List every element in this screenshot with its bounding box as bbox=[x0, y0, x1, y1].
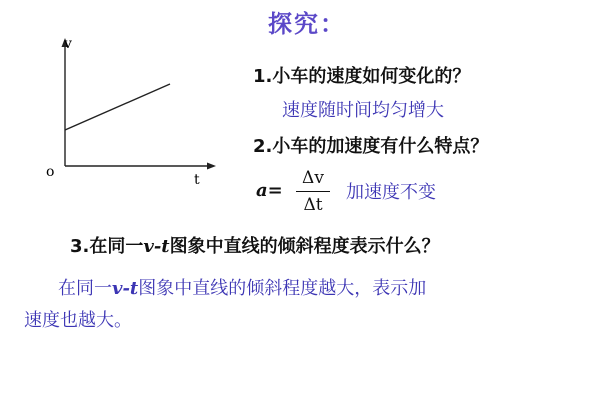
slide-title: 探究： bbox=[268, 10, 346, 38]
x-axis-arrow bbox=[207, 163, 216, 170]
x-axis-label: t bbox=[194, 172, 200, 184]
vt-graph bbox=[40, 34, 220, 184]
answer-2: 加速度不变 bbox=[346, 182, 436, 203]
formula-denominator: Δt bbox=[303, 195, 323, 215]
question-2: 2.小车的加速度有什么特点？ bbox=[253, 136, 489, 157]
formula-equals: = bbox=[267, 180, 283, 201]
vt-term: v-t bbox=[143, 236, 170, 257]
y-axis-label: v bbox=[64, 36, 72, 52]
answer-3-line-1: 在同一v-t图象中直线的倾斜程度越大，表示加 bbox=[58, 278, 427, 299]
formula-fraction bbox=[296, 168, 330, 215]
question-3: 3.在同一v-t图象中直线的倾斜程度表示什么？ bbox=[70, 236, 440, 257]
fraction-bar bbox=[296, 191, 330, 192]
answer-vt-term: v-t bbox=[112, 278, 139, 299]
formula-symbol: a bbox=[256, 180, 268, 201]
answer-1: 速度随时间均匀增大 bbox=[282, 100, 444, 121]
formula-numerator: Δv bbox=[302, 168, 324, 188]
question-1: 1.小车的速度如何变化的？ bbox=[253, 66, 471, 87]
velocity-line bbox=[65, 84, 170, 130]
answer-3-line-2: 速度也越大。 bbox=[24, 310, 132, 331]
acceleration-formula bbox=[256, 168, 336, 218]
origin-label: o bbox=[46, 164, 55, 180]
